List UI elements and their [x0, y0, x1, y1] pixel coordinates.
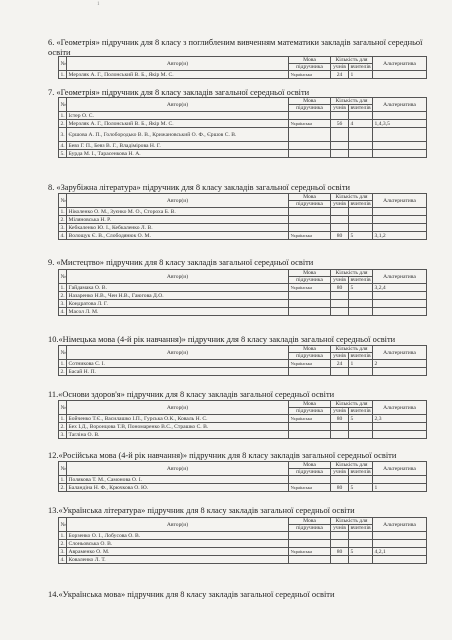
row-lang: Українська — [289, 71, 331, 79]
header-lang-line1: Мова — [303, 401, 316, 407]
row-author: Мерзляк А. Г., Полонський В. Б., Якір М. С. — [67, 120, 289, 128]
row-alternative — [373, 556, 427, 564]
row-lang: Українська — [289, 484, 331, 492]
row-alternative — [373, 476, 427, 484]
row-num: 2. — [60, 120, 65, 127]
row-num: 3. — [60, 224, 65, 231]
header-author: Автор(и) — [67, 57, 289, 71]
header-qty: Кількість для — [331, 57, 373, 64]
header-num: № — [59, 518, 67, 532]
header-lang-line1: Мова — [303, 346, 316, 352]
header-lang-line2: підручника — [289, 469, 331, 476]
row-num: 4. — [60, 232, 65, 239]
top-mark: 1 — [97, 2, 100, 7]
header-lang — [289, 98, 331, 105]
header-qty: Кількість для — [331, 401, 373, 408]
row-lang: Українська — [289, 360, 331, 368]
row-teachers — [349, 431, 373, 439]
table-header-row — [59, 57, 427, 64]
row-students — [331, 476, 349, 484]
table-row — [59, 120, 427, 128]
row-teachers — [349, 300, 373, 308]
table-row — [59, 423, 427, 431]
header-teachers: вчителів — [350, 525, 371, 531]
row-students — [331, 150, 349, 158]
row-author: Кондратова Л. Г. — [67, 300, 289, 308]
row-alternative — [373, 532, 427, 540]
row-students — [331, 216, 349, 224]
row-author: Єршова А. П., Голобородько В. В., Крижановський О. Ф., Єршов С. В. — [67, 128, 289, 142]
header-lang-line1: Мова — [303, 270, 316, 276]
header-teachers: вчителів — [350, 277, 371, 283]
row-lang — [289, 308, 331, 316]
row-num: 1. — [60, 360, 65, 367]
table-row — [59, 232, 427, 240]
row-teachers: 5 — [349, 548, 373, 556]
section-heading: 7. «Геометрія» підручник для 8 класу закладів загальної середньої освіти — [48, 88, 310, 97]
row-lang — [289, 150, 331, 158]
row-alternative — [373, 216, 427, 224]
row-alternative — [373, 368, 427, 376]
row-students — [331, 224, 349, 232]
row-author: Міляновська Н. Р. — [67, 216, 289, 224]
header-lang — [289, 462, 331, 469]
row-author: Кебкаленко Ю. І., Кебкаленко Л. В. — [67, 224, 289, 232]
header-alt: Альтернатива — [373, 98, 427, 112]
table-row — [59, 548, 427, 556]
row-teachers — [349, 142, 373, 150]
row-num: 3. — [60, 431, 65, 438]
row-alternative — [373, 71, 427, 79]
row-alternative — [373, 128, 427, 142]
table-row — [59, 484, 427, 492]
header-author: Автор(и) — [67, 270, 289, 284]
table-header-row — [59, 270, 427, 277]
table-row — [59, 284, 427, 292]
row-students — [331, 368, 349, 376]
row-num: 1. — [60, 208, 65, 215]
section-heading: 11.«Основи здоров'я» підручник для 8 класу закладів загальної середньої освіти — [48, 390, 335, 399]
textbook-table — [58, 400, 427, 439]
row-students: 80 — [331, 548, 349, 556]
section-heading: 9. «Мистецтво» підручник для 8 класу закладів загальної середньої освіти — [48, 258, 314, 267]
table-row — [59, 71, 427, 79]
row-num: 1. — [60, 415, 65, 422]
table-row — [59, 308, 427, 316]
table-row — [59, 142, 427, 150]
row-num: 2. — [60, 216, 65, 223]
row-students — [331, 300, 349, 308]
header-qty: Кількість для — [331, 270, 373, 277]
table-header-row — [59, 462, 427, 469]
row-alternative: 1 — [373, 484, 427, 492]
textbook-table — [58, 461, 427, 492]
header-lang-line1: Мова — [303, 194, 316, 200]
header-qty: Кількість для — [331, 98, 373, 105]
table-row — [59, 292, 427, 300]
row-alternative — [373, 150, 427, 158]
header-author: Автор(и) — [67, 462, 289, 476]
header-qty: Кількість для — [331, 462, 373, 469]
header-teachers: вчителів — [350, 408, 371, 414]
row-num: 4. — [60, 142, 65, 149]
row-author: Тагліна О. В. — [67, 431, 289, 439]
header-num: № — [59, 98, 67, 112]
row-num: 1. — [60, 71, 65, 78]
header-qty: Кількість для — [331, 518, 373, 525]
row-alternative: 3,2,4 — [373, 284, 427, 292]
header-lang-line1: Мова — [303, 57, 316, 63]
header-alt: Альтернатива — [373, 401, 427, 415]
header-num: № — [59, 346, 67, 360]
header-students: учнів — [331, 408, 349, 415]
section-heading: 13.«Українська література» підручник для 8 класу закладів загальної середньої освіти — [48, 506, 355, 515]
row-alternative — [373, 112, 427, 120]
section-heading: 10.«Німецька мова (4-й рік навчання)» підручник для 8 класу закладів загальної середньої освіти — [48, 335, 396, 344]
textbook-table — [58, 517, 427, 564]
row-students — [331, 128, 349, 142]
row-num: 2. — [60, 368, 65, 375]
header-author: Автор(и) — [67, 401, 289, 415]
header-teachers: вчителів — [350, 201, 371, 207]
row-teachers: 5 — [349, 284, 373, 292]
row-teachers — [349, 540, 373, 548]
textbook-table — [58, 345, 427, 376]
header-students: учнів — [331, 64, 349, 71]
row-lang — [289, 556, 331, 564]
header-author: Автор(и) — [67, 518, 289, 532]
row-lang — [289, 476, 331, 484]
row-lang — [289, 292, 331, 300]
row-num: 3. — [60, 548, 65, 555]
row-teachers — [349, 308, 373, 316]
row-students: 80 — [331, 232, 349, 240]
table-row — [59, 300, 427, 308]
table-row — [59, 216, 427, 224]
header-qty: Кількість для — [331, 346, 373, 353]
table-row — [59, 368, 427, 376]
row-teachers: 1 — [349, 360, 373, 368]
header-num: № — [59, 194, 67, 208]
row-num: 2. — [60, 540, 65, 547]
row-alternative — [373, 431, 427, 439]
row-students — [331, 142, 349, 150]
row-alternative — [373, 292, 427, 300]
row-alternative — [373, 423, 427, 431]
header-alt: Альтернатива — [373, 194, 427, 208]
header-teachers: вчителів — [350, 469, 371, 475]
table-header-row — [59, 194, 427, 201]
row-author: Бойченко Т.Є., Василашко І.П., Гурська О.К., Коваль Н. С. — [67, 415, 289, 423]
header-students: учнів — [331, 105, 349, 112]
row-num: 2. — [60, 484, 65, 491]
header-lang-line1: Мова — [303, 98, 316, 104]
header-students: учнів — [331, 525, 349, 532]
row-lang — [289, 112, 331, 120]
section-heading: 8. «Зарубіжна література» підручник для 8 класу закладів загальної середньої освіти — [48, 183, 350, 192]
header-lang-line2: підручника — [289, 408, 331, 415]
row-lang: Українська — [289, 284, 331, 292]
header-students: учнів — [331, 353, 349, 360]
row-author: Істер О. С. — [67, 112, 289, 120]
row-author: Бурда М. І., Тарасенкова Н. А. — [67, 150, 289, 158]
row-lang — [289, 368, 331, 376]
row-students: 80 — [331, 415, 349, 423]
header-teachers: вчителів — [350, 105, 371, 111]
row-lang: Українська — [289, 415, 331, 423]
table-header-row — [59, 346, 427, 353]
header-lang — [289, 401, 331, 408]
header-alt: Альтернатива — [373, 518, 427, 532]
row-num: 1. — [60, 476, 65, 483]
row-teachers — [349, 368, 373, 376]
table-row — [59, 208, 427, 216]
table-header-row — [59, 401, 427, 408]
row-teachers — [349, 224, 373, 232]
header-alt: Альтернатива — [373, 462, 427, 476]
row-lang — [289, 128, 331, 142]
row-teachers — [349, 423, 373, 431]
row-alternative: 2,3 — [373, 415, 427, 423]
row-author: Бевз Г. П., Бевз В. Г., Владімірова Н. Г. — [67, 142, 289, 150]
table-row — [59, 360, 427, 368]
textbook-table — [58, 97, 427, 158]
section-heading: 14.«Українська мова» підручник для 8 класу закладів загальної середньої освіти — [48, 590, 335, 599]
table-row — [59, 415, 427, 423]
row-alternative — [373, 208, 427, 216]
row-author: Слоньовська О. В. — [67, 540, 289, 548]
row-students: 24 — [331, 360, 349, 368]
row-alternative: 1,4,3,5 — [373, 120, 427, 128]
table-row — [59, 532, 427, 540]
row-lang — [289, 142, 331, 150]
row-num: 4. — [60, 556, 65, 563]
header-author: Автор(и) — [67, 194, 289, 208]
row-lang — [289, 224, 331, 232]
row-students — [331, 208, 349, 216]
header-lang-line1: Мова — [303, 518, 316, 524]
header-students: учнів — [331, 201, 349, 208]
row-alternative — [373, 142, 427, 150]
header-qty: Кількість для — [331, 194, 373, 201]
row-num: 5. — [60, 150, 65, 157]
header-lang-line2: підручника — [289, 525, 331, 532]
row-students — [331, 308, 349, 316]
header-num: № — [59, 401, 67, 415]
header-lang — [289, 518, 331, 525]
row-teachers: 5 — [349, 484, 373, 492]
table-header-row — [59, 98, 427, 105]
row-students: 80 — [331, 284, 349, 292]
row-lang: Українська — [289, 232, 331, 240]
row-students: 80 — [331, 484, 349, 492]
row-lang — [289, 300, 331, 308]
table-row — [59, 431, 427, 439]
row-teachers — [349, 292, 373, 300]
header-author: Автор(и) — [67, 346, 289, 360]
textbook-table — [58, 269, 427, 316]
header-teachers: вчителів — [350, 353, 371, 359]
row-teachers: 5 — [349, 232, 373, 240]
row-alternative: 2 — [373, 360, 427, 368]
header-lang-line2: підручника — [289, 105, 331, 112]
row-num: 3. — [60, 300, 65, 307]
row-teachers — [349, 208, 373, 216]
header-num: № — [59, 57, 67, 71]
header-author: Автор(и) — [67, 98, 289, 112]
row-author: Борзенко О. І., Лобусова О. В. — [67, 532, 289, 540]
header-alt: Альтернатива — [373, 346, 427, 360]
header-num: № — [59, 462, 67, 476]
row-author: Авраменко О. М. — [67, 548, 289, 556]
row-alternative — [373, 224, 427, 232]
row-students — [331, 112, 349, 120]
row-teachers — [349, 532, 373, 540]
row-teachers: 5 — [349, 415, 373, 423]
row-author: Назаренко Н.В., Чен Н.В., Гаюгова Д.О. — [67, 292, 289, 300]
row-teachers: 4 — [349, 120, 373, 128]
section-heading: 12.«Російська мова (4-й рік навчання)» підручник для 8 класу закладів загальної середньої освіти — [48, 451, 397, 460]
row-students — [331, 540, 349, 548]
row-teachers — [349, 556, 373, 564]
row-num: 1. — [60, 532, 65, 539]
section-heading: 6. «Геометрія» підручник для 8 класу з поглибленим вивченням математики закладів загальної середньої освіти — [48, 38, 423, 57]
row-num: 4. — [60, 308, 65, 315]
row-lang — [289, 208, 331, 216]
table-row — [59, 556, 427, 564]
row-author: Масол Л. М. — [67, 308, 289, 316]
header-lang-line2: підручника — [289, 201, 331, 208]
table-row — [59, 540, 427, 548]
row-teachers — [349, 476, 373, 484]
row-students: 24 — [331, 71, 349, 79]
row-author: Ніколенко О. М., Зуєнко М. О., Стороха Б. В. — [67, 208, 289, 216]
row-students — [331, 431, 349, 439]
row-alternative: 4,2,1 — [373, 548, 427, 556]
table-row — [59, 128, 427, 142]
row-author: Сотникова С. І. — [67, 360, 289, 368]
row-num: 1. — [60, 112, 65, 119]
row-lang — [289, 423, 331, 431]
row-lang: Українська — [289, 548, 331, 556]
row-lang: Українська — [289, 120, 331, 128]
row-teachers — [349, 128, 373, 142]
row-author: Полякова Т. М., Самонова О. І. — [67, 476, 289, 484]
row-teachers: 1 — [349, 71, 373, 79]
row-students — [331, 532, 349, 540]
row-alternative — [373, 300, 427, 308]
header-lang-line2: підручника — [289, 277, 331, 284]
header-students: учнів — [331, 469, 349, 476]
row-num: 3. — [59, 128, 67, 142]
header-teachers: вчителів — [350, 64, 371, 70]
textbook-table — [58, 56, 427, 79]
table-header-row — [59, 518, 427, 525]
row-author: Баландіна Н. Ф., Крючкова О. Ю. — [67, 484, 289, 492]
row-author: Коваленко Л. Т. — [67, 556, 289, 564]
row-alternative: 3,1,2 — [373, 232, 427, 240]
row-lang — [289, 216, 331, 224]
header-alt: Альтернатива — [373, 270, 427, 284]
row-students — [331, 423, 349, 431]
row-num: 2. — [60, 423, 65, 430]
header-num: № — [59, 270, 67, 284]
row-students — [331, 556, 349, 564]
table-row — [59, 224, 427, 232]
row-students: 56 — [331, 120, 349, 128]
row-lang — [289, 532, 331, 540]
row-author: Гайдамака О. В. — [67, 284, 289, 292]
header-lang-line2: підручника — [289, 353, 331, 360]
row-lang — [289, 431, 331, 439]
row-teachers — [349, 216, 373, 224]
header-lang — [289, 270, 331, 277]
row-lang — [289, 540, 331, 548]
header-lang-line1: Мова — [303, 462, 316, 468]
header-lang — [289, 57, 331, 64]
row-teachers — [349, 150, 373, 158]
table-row — [59, 476, 427, 484]
row-author: Басай Н. П. — [67, 368, 289, 376]
row-alternative — [373, 308, 427, 316]
header-lang — [289, 346, 331, 353]
table-row — [59, 150, 427, 158]
row-students — [331, 292, 349, 300]
row-num: 2. — [60, 292, 65, 299]
row-author: Мерзляк А. Г., Полонський В. Б., Якір М. С. — [67, 71, 289, 79]
row-num: 1. — [60, 284, 65, 291]
header-alt: Альтернатива — [373, 57, 427, 71]
row-author: Бех І.Д., Воронцова Т.В, Пономаренко В.С., Страшко С. В. — [67, 423, 289, 431]
header-students: учнів — [331, 277, 349, 284]
header-lang — [289, 194, 331, 201]
header-lang-line2: підручника — [289, 64, 331, 71]
row-author: Волощук Є. В., Слободянюк О. М. — [67, 232, 289, 240]
table-row — [59, 112, 427, 120]
row-alternative — [373, 540, 427, 548]
textbook-table — [58, 193, 427, 240]
row-teachers — [349, 112, 373, 120]
